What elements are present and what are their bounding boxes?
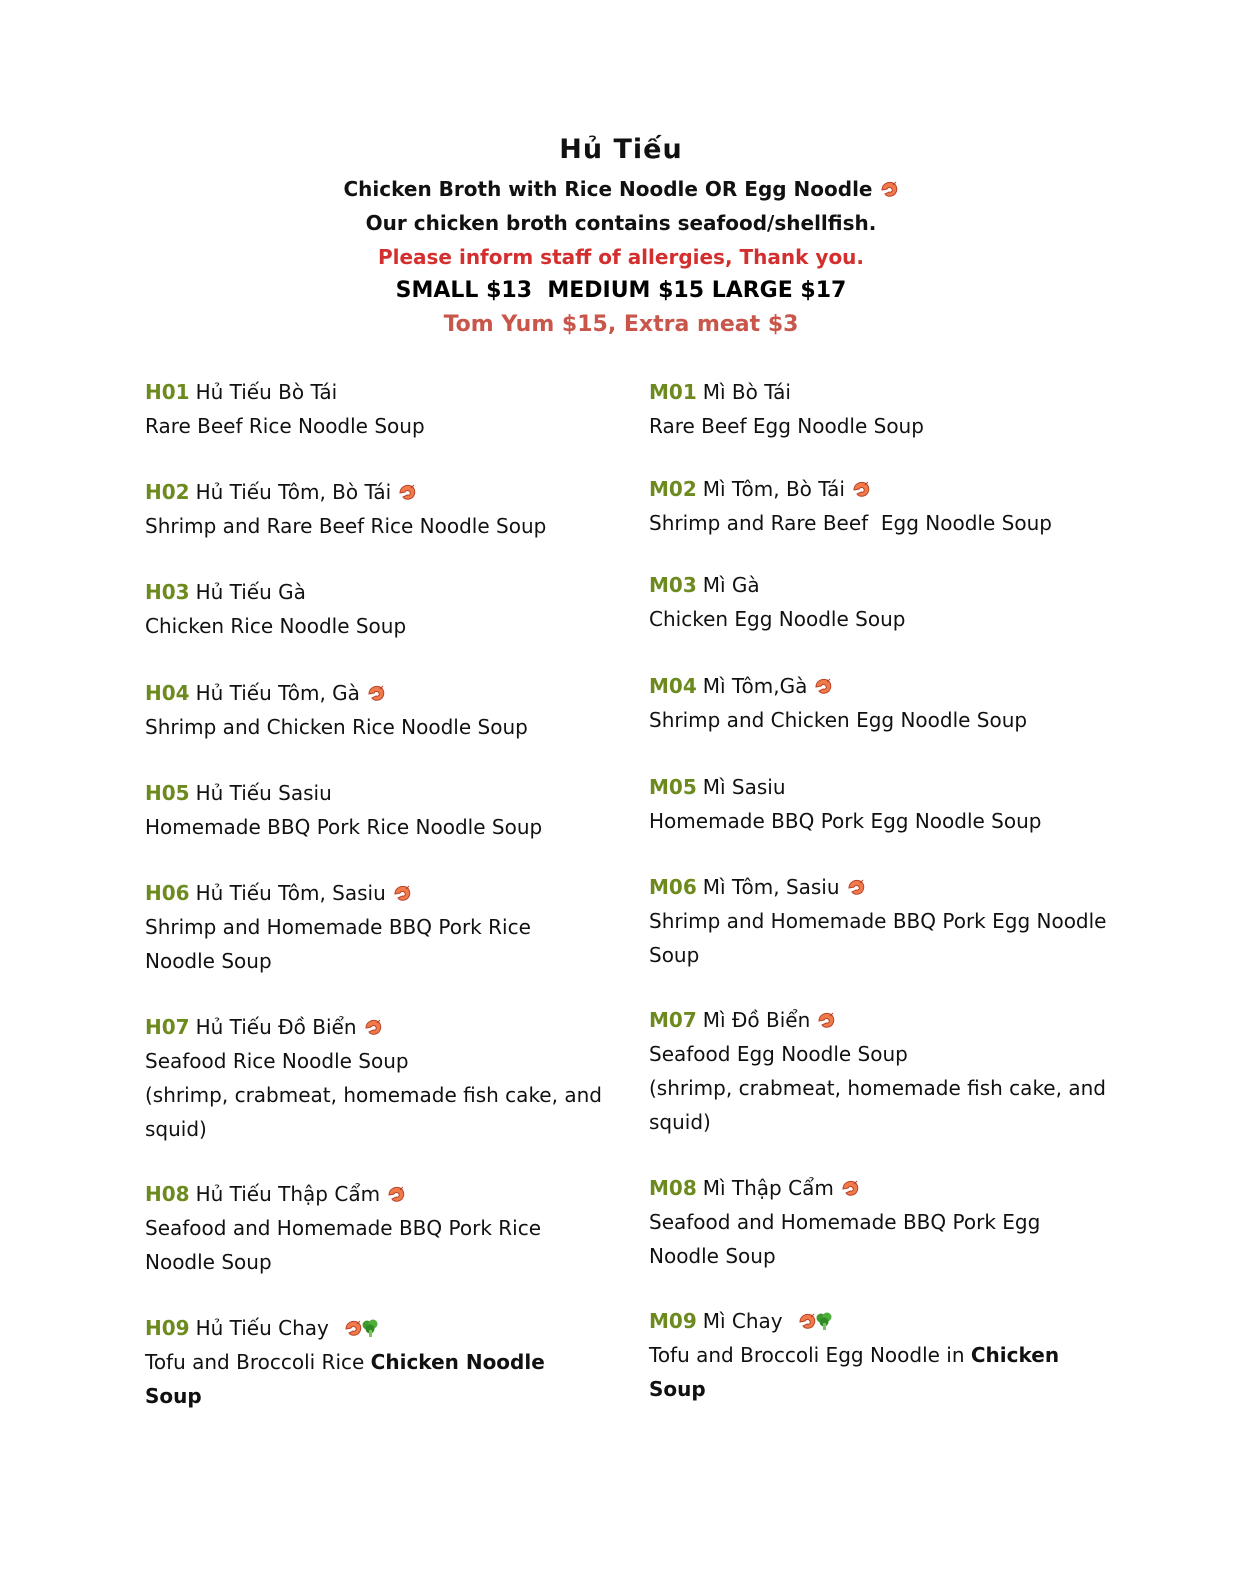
item-code: H09 [145, 1316, 190, 1340]
item-title [649, 870, 1109, 904]
item-name: Mì Tôm, Sasiu [702, 875, 840, 899]
shrimp-icon [851, 480, 871, 498]
menu-item [145, 475, 605, 543]
item-name: Hủ Tiếu Gà [195, 580, 306, 604]
item-description [649, 1338, 1109, 1406]
item-code: M08 [649, 1176, 697, 1200]
item-name: Hủ Tiếu Tôm, Sasiu [195, 881, 386, 905]
item-description: Shrimp and Rare Beef Rice Noodle Soup [145, 514, 547, 538]
menu-item [145, 876, 605, 978]
item-title [649, 472, 1109, 506]
item-code: M01 [649, 380, 697, 404]
broth-line [0, 172, 1242, 206]
menu-item [649, 472, 1109, 540]
item-code: M09 [649, 1309, 697, 1333]
item-description: Rare Beef Egg Noodle Soup [649, 414, 924, 438]
page-title: Hủ Tiếu [559, 134, 683, 165]
item-code: H03 [145, 580, 190, 604]
item-name: Mì Tôm,Gà [702, 674, 808, 698]
item-name: Hủ Tiếu Sasiu [195, 781, 332, 805]
item-title [145, 1311, 605, 1345]
shellfish-note: Our chicken broth contains seafood/shellfish. [365, 211, 877, 235]
item-name: Mì Thập Cẩm [702, 1176, 834, 1200]
broccoli-icon [360, 1318, 380, 1338]
item-name: Hủ Tiếu Đồ Biển [195, 1015, 357, 1039]
shrimp-icon [386, 1185, 406, 1203]
menu-item [145, 776, 605, 844]
menu-item [649, 770, 1109, 838]
menu-item [145, 1311, 605, 1413]
item-code: H05 [145, 781, 190, 805]
item-description: Seafood and Homemade BBQ Pork Egg Noodle Soup [649, 1210, 1047, 1268]
item-description-text: Tofu and Broccoli Rice [145, 1350, 371, 1374]
item-title [145, 475, 605, 509]
item-description-text: Tofu and Broccoli Egg Noodle in [649, 1343, 971, 1367]
menu-item [649, 375, 1109, 443]
item-name: Hủ Tiếu Tôm, Gà [195, 681, 360, 705]
item-code: M04 [649, 674, 697, 698]
menu-header [0, 130, 1242, 342]
menu-item [145, 1010, 605, 1146]
item-title [145, 776, 605, 810]
menu-item [649, 1171, 1109, 1273]
item-description: Shrimp and Chicken Egg Noodle Soup [649, 708, 1028, 732]
shrimp-icon [363, 1018, 383, 1036]
broth-text: Chicken Broth with Rice Noodle OR Egg Noodle [343, 177, 873, 201]
item-title [649, 1003, 1109, 1037]
item-title [145, 575, 605, 609]
item-title [145, 375, 605, 409]
shrimp-icon [846, 878, 866, 896]
item-description: Shrimp and Homemade BBQ Pork Rice Noodle Soup [145, 915, 538, 973]
shrimp-icon [813, 677, 833, 695]
item-name: Hủ Tiếu Bò Tái [195, 380, 338, 404]
shrimp-icon [392, 884, 412, 902]
item-name: Hủ Tiếu Thập Cẩm [195, 1182, 381, 1206]
menu-item [145, 575, 605, 643]
item-ingredients: (shrimp, crabmeat, homemade fish cake, and squid) [649, 1076, 1106, 1134]
tomyum-price: Tom Yum $15, Extra meat $3 [443, 312, 799, 337]
item-code: H01 [145, 380, 190, 404]
item-title [649, 1171, 1109, 1205]
broccoli-icon [814, 1311, 834, 1331]
item-code: M02 [649, 477, 697, 501]
item-title [649, 770, 1109, 804]
allergy-note: Please inform staff of allergies, Thank you. [377, 245, 865, 269]
menu-item [649, 1003, 1109, 1139]
item-code: H07 [145, 1015, 190, 1039]
item-description: Homemade BBQ Pork Rice Noodle Soup [145, 815, 543, 839]
item-name: Mì Tôm, Bò Tái [702, 477, 845, 501]
item-title [145, 1010, 605, 1044]
item-title [649, 669, 1109, 703]
item-description: Shrimp and Chicken Rice Noodle Soup [145, 715, 528, 739]
item-name: Mì Sasiu [702, 775, 786, 799]
shrimp-icon [879, 180, 899, 198]
menu-item [145, 1177, 605, 1279]
item-title [145, 676, 605, 710]
shrimp-icon [397, 483, 417, 501]
item-name: Hủ Tiếu Chay [195, 1316, 329, 1340]
menu-item [649, 1304, 1109, 1406]
shrimp-icon [366, 684, 386, 702]
item-title [145, 1177, 605, 1211]
item-description: Homemade BBQ Pork Egg Noodle Soup [649, 809, 1042, 833]
shrimp-icon [816, 1011, 836, 1029]
item-name: Mì Bò Tái [702, 380, 791, 404]
item-code: M03 [649, 573, 697, 597]
item-description-bold: Chicken Soup [649, 1343, 1060, 1401]
item-description: Seafood and Homemade BBQ Pork Rice Noodle Soup [145, 1216, 548, 1274]
item-code: H02 [145, 480, 190, 504]
item-title [649, 568, 1109, 602]
item-description [145, 1345, 605, 1413]
item-code: M07 [649, 1008, 697, 1032]
menu-item [649, 568, 1109, 636]
item-title [649, 375, 1109, 409]
menu-item [649, 669, 1109, 737]
size-prices: SMALL $13 MEDIUM $15 LARGE $17 [395, 278, 847, 303]
item-description: Seafood Rice Noodle Soup [145, 1049, 409, 1073]
item-description-bold: Chicken Noodle Soup [145, 1350, 545, 1408]
item-description: Seafood Egg Noodle Soup [649, 1042, 908, 1066]
menu-item [145, 676, 605, 744]
item-name: Mì Gà [702, 573, 760, 597]
shrimp-icon [840, 1179, 860, 1197]
item-code: M06 [649, 875, 697, 899]
item-code: H04 [145, 681, 190, 705]
menu-item [145, 375, 605, 443]
menu-item [649, 870, 1113, 972]
item-ingredients: (shrimp, crabmeat, homemade fish cake, and squid) [145, 1083, 602, 1141]
item-description: Chicken Rice Noodle Soup [145, 614, 407, 638]
item-description: Shrimp and Homemade BBQ Pork Egg Noodle Soup [649, 909, 1113, 967]
item-description: Shrimp and Rare Beef Egg Noodle Soup [649, 511, 1052, 535]
item-title [145, 876, 605, 910]
item-code: M05 [649, 775, 697, 799]
item-code: H08 [145, 1182, 190, 1206]
item-name: Mì Chay [702, 1309, 783, 1333]
item-name: Hủ Tiếu Tôm, Bò Tái [195, 480, 392, 504]
item-code: H06 [145, 881, 190, 905]
item-title [649, 1304, 1109, 1338]
item-description: Chicken Egg Noodle Soup [649, 607, 906, 631]
item-name: Mì Đồ Biển [702, 1008, 811, 1032]
item-description: Rare Beef Rice Noodle Soup [145, 414, 425, 438]
